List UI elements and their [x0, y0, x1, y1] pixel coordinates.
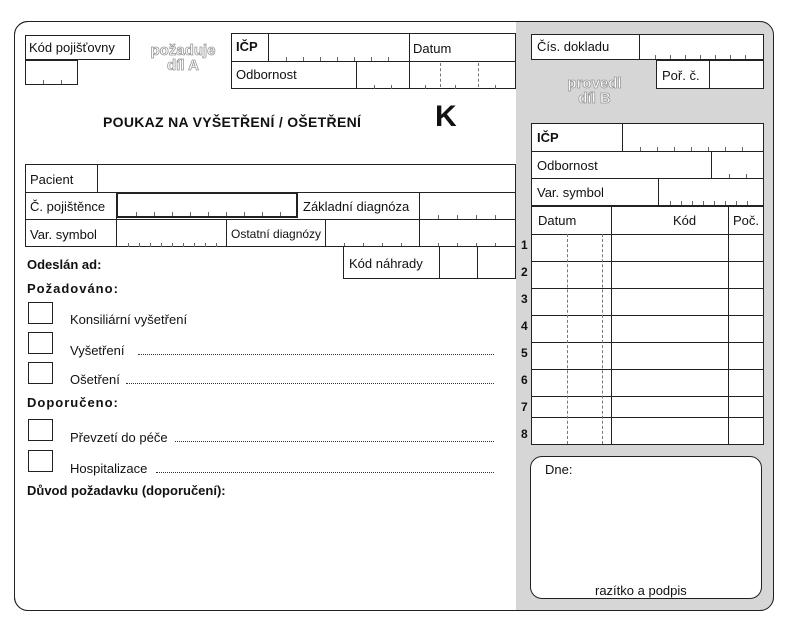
row-number: 8 [521, 427, 528, 441]
cis-dokladu-label: Čís. dokladu [537, 39, 610, 54]
duvod-pozadavku-label: Důvod požadavku (doporučení): [27, 483, 226, 498]
procedures-table [531, 206, 764, 445]
c-pojistence-field[interactable] [116, 192, 298, 218]
kod-pojistovny-box [25, 35, 130, 60]
row-number: 3 [521, 292, 528, 306]
cis-dokladu-block [531, 34, 764, 60]
pozaduje-dil-a-stamp [138, 43, 228, 73]
icp-label: IČP [236, 39, 258, 54]
var-symbol-field[interactable] [117, 219, 226, 247]
right-odbornost-label: Odbornost [537, 158, 598, 173]
vysetreni-line[interactable] [138, 354, 494, 355]
ostatni-diagnozy-field-2[interactable] [420, 219, 515, 247]
table-header-kod: Kód [673, 213, 697, 228]
prevzeti-do-pece-checkbox[interactable] [28, 419, 53, 441]
var-symbol-label: Var. symbol [30, 227, 97, 242]
right-var-symbol-label: Var. symbol [537, 185, 604, 200]
kod-nahrady-field-2[interactable] [478, 247, 515, 278]
prevzeti-do-pece-line[interactable] [175, 441, 494, 442]
dne-label: Dne: [545, 462, 573, 477]
signature-box[interactable] [530, 456, 762, 599]
kod-nahrady-label: Kód náhrady [349, 256, 423, 271]
pacient-field[interactable] [98, 165, 515, 192]
right-var-symbol-field[interactable] [659, 178, 763, 205]
kod-pojistovny-label: Kód pojišťovny [29, 40, 115, 55]
right-icp-field[interactable] [623, 124, 763, 151]
por-c-label: Poř. č. [662, 68, 700, 83]
osetreni-line[interactable] [126, 383, 494, 384]
row-number: 1 [521, 238, 528, 252]
row-number: 6 [521, 373, 528, 387]
hospitalizace-label: Hospitalizace [70, 461, 148, 476]
por-c-field[interactable] [710, 61, 763, 88]
ostatni-diagnozy-label: Ostatní diagnózy [231, 227, 322, 241]
row-number: 4 [521, 319, 528, 333]
c-pojistence-label: Č. pojištěnce [30, 199, 106, 214]
table-header-poc: Poč. [733, 213, 760, 228]
right-icp-label: IČP [537, 130, 559, 145]
hospitalizace-line[interactable] [156, 472, 494, 473]
table-header-datum: Datum [538, 213, 577, 228]
kod-nahrady-block [343, 246, 516, 279]
vysetreni-checkbox[interactable] [28, 332, 53, 354]
row-number: 2 [521, 265, 528, 279]
icp-field[interactable] [269, 34, 409, 61]
hospitalizace-checkbox[interactable] [28, 450, 53, 472]
osetreni-checkbox[interactable] [28, 362, 53, 384]
vysetreni-label: Vyšetření [70, 343, 125, 358]
odbornost-field[interactable] [357, 61, 409, 89]
konsiliarni-vysetreni-checkbox[interactable] [28, 302, 53, 324]
pozaduje-text: požaduje [150, 42, 216, 59]
row-number: 7 [521, 400, 528, 414]
dil-b-text: díl B [578, 90, 611, 107]
odeslan-ad-label: Odeslán ad: [27, 257, 102, 272]
cis-dokladu-field[interactable] [640, 35, 763, 59]
form-title: POUKAZ NA VYŠETŘENÍ / OŠETŘENÍ [103, 114, 362, 130]
table-body[interactable] [532, 234, 763, 444]
kod-pojistovny-field[interactable] [25, 60, 78, 85]
razitko-a-podpis-label: razítko a podpis [595, 583, 687, 598]
ostatni-diagnozy-field-1[interactable] [326, 219, 419, 247]
provedl-text: provedl [567, 75, 622, 92]
datum-field[interactable] [410, 61, 515, 89]
zakladni-diagnoza-label: Základní diagnóza [303, 199, 410, 214]
right-odbornost-field[interactable] [712, 151, 763, 178]
konsiliarni-vysetreni-label: Konsiliární vyšetření [70, 312, 188, 327]
dil-a-text: díl A [167, 57, 199, 74]
row-number: 5 [521, 346, 528, 360]
icp-block [231, 33, 516, 89]
pozadovano-heading: Požadováno: [27, 281, 119, 296]
odbornost-label: Odbornost [236, 67, 297, 82]
duvod-pozadavku-area[interactable] [27, 502, 512, 602]
zakladni-diagnoza-field[interactable] [420, 192, 515, 219]
doporuceno-heading: Doporučeno: [27, 395, 119, 410]
osetreni-label: Ošetření [70, 372, 120, 387]
pacient-label: Pacient [30, 172, 74, 187]
kod-nahrady-field-1[interactable] [440, 247, 477, 278]
prevzeti-do-pece-label: Převzetí do péče [70, 430, 168, 445]
datum-label: Datum [413, 41, 452, 56]
right-icp-block [531, 123, 764, 206]
form-type-letter: K [435, 100, 457, 133]
provedl-dil-b-stamp [552, 76, 637, 106]
por-c-block [656, 60, 764, 89]
